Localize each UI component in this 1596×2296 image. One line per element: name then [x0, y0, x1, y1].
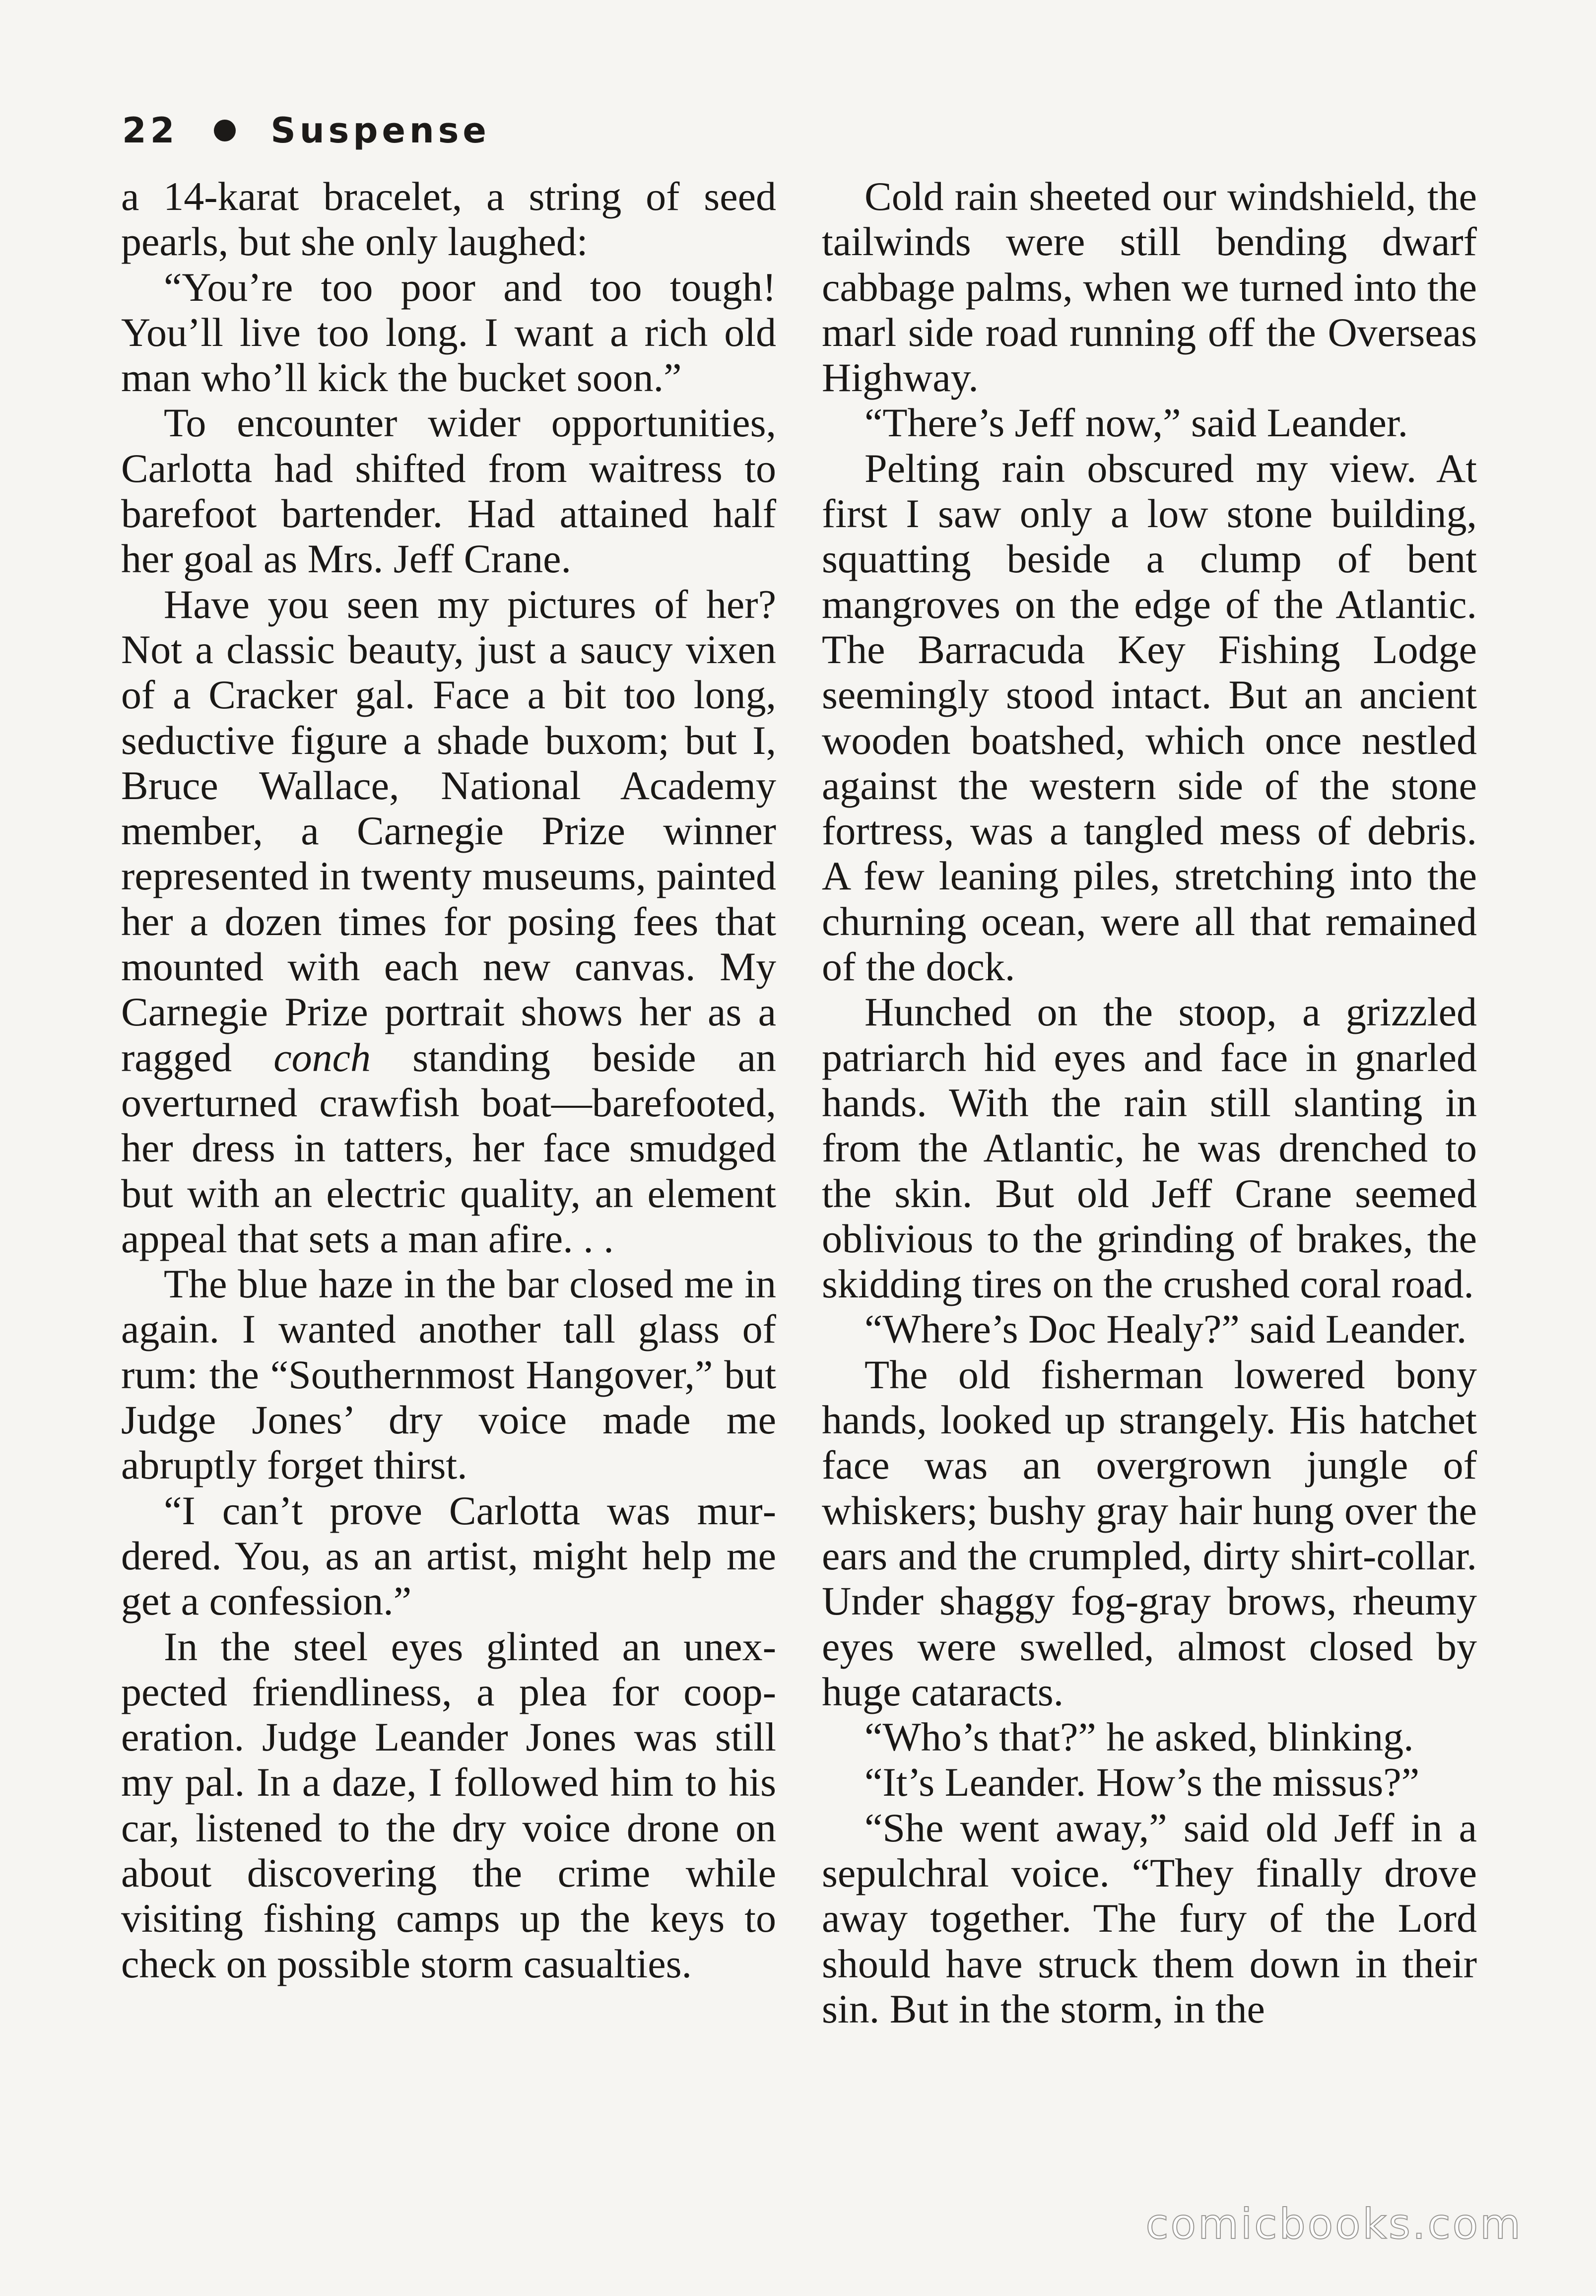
paragraph: The blue haze in the bar closed me in again. I wanted another tall glass of rum: the “Southernmost Hangover,” but Judge Jones’ dry voice made me abruptly forget thirst. [121, 1261, 776, 1488]
paragraph: “It’s Leander. How’s the missus?” [864, 1759, 1420, 1805]
paragraph: To encounter wider opportunities, Carlotta had shifted from waitress to barefoot bartender. Had attained half her goal as Mrs. Jeff Crane. [121, 400, 776, 582]
italic-word: conch [273, 1034, 371, 1080]
paragraph: “I can’t prove Carlotta was murdered. You, as an artist, might help me get a confession.” [121, 1487, 776, 1624]
paragraph: “She went away,” said old Jeff in a sepulchral voice. “They finally drove away together. The fury of the Lord should have struck them down in their sin. But in the storm, in the [822, 1805, 1477, 2031]
paragraph: “You’re too poor and too tough! You’ll live too long. I want a rich old man who’ll kick the bucket soon.” [121, 264, 776, 401]
magazine-title: Suspense [270, 110, 490, 151]
left-column [121, 174, 776, 1986]
paragraph: Pelting rain obscured my view. At first I saw only a low stone building, squatting beside a clump of bent mangroves on the edge of the Atlantic. The Barracuda Key Fishing Lodge seemingly stood intact. But an ancient wooden boatshed, which once nestled against the western side of the stone fortress, was a tangled mess of debris. A few leaning piles, stretching into the churning ocean, were all that remained of the dock. [822, 445, 1477, 990]
page-header [122, 103, 490, 158]
paragraph: Cold rain sheeted our windshield, the tailwinds were still bending dwarf cabbage palms, when we turned into the marl side road running off the Overseas Highway. [822, 174, 1477, 401]
paragraph: Hunched on the stoop, a grizzled patriarch hid eyes and face in gnarled hands. With the rain still slanting in from the Atlantic, he was drenched to the skin. But old Jeff Crane seemed oblivious to the grinding of brakes, the skidding tires on the crushed coral road. [822, 989, 1477, 1307]
watermark: comicbooks.com [1145, 2200, 1523, 2248]
paragraph-text: standing beside an overturned crawfish boat—barefooted, her dress in tatters, her face smudged but with an electric quality, an element appeal that sets a man afire. . . [121, 1034, 776, 1261]
paragraph: The old fisherman lowered bony hands, looked up strangely. His hatchet face was an overgrown jungle of whiskers; bushy gray hair hung over the ears and the crumpled, dirty shirt-collar. Under shaggy fog-gray brows, rheumy eyes were swelled, almost closed by huge cataracts. [822, 1351, 1477, 1714]
paragraph-text: Have you seen my pictures of her? Not a classic beauty, just a saucy vixen of a Cracker gal. Face a bit too long, seductive figure a shade buxom; but I, Bruce Wallace, National Academy member, a Carnegie Prize winner represented in twenty museums, painted her a dozen times for posing fees that mounted with each new canvas. My Carnegie Prize portrait shows her as a ragged [121, 581, 776, 1080]
paragraph: “There’s Jeff now,” said Leander. [864, 400, 1408, 446]
right-column [822, 174, 1477, 2031]
paragraph: “Where’s Doc Healy?” said Leander. [864, 1306, 1467, 1352]
paragraph: “Who’s that?” he asked, blinking. [864, 1714, 1414, 1760]
page-number: 22 [122, 110, 179, 151]
paragraph: In the steel eyes glinted an unexpected friendliness, a plea for cooperation. Judge Leander Jones was still my pal. In a daze, I followed him to his car, listened to the dry voice drone on about discovering the crime while visiting fishing camps up the keys to check on possible storm casualties. [121, 1623, 776, 1986]
header-bullet-icon [214, 120, 236, 141]
paragraph [121, 582, 776, 1261]
paragraph: a 14-karat bracelet, a string of seed pearls, but she only laughed: [121, 174, 776, 265]
